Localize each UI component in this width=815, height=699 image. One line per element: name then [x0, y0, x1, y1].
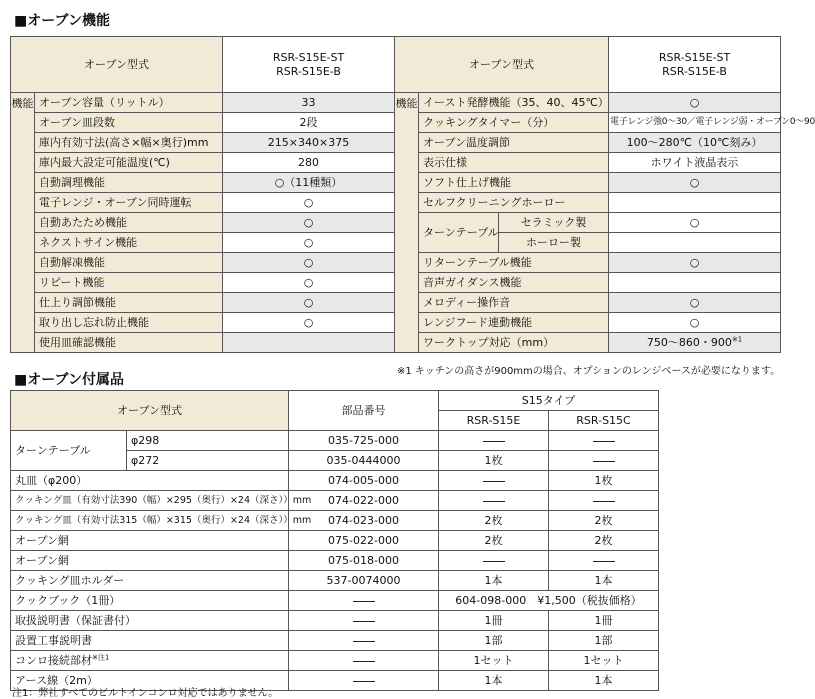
left-row-label: 使用皿確認機能 — [35, 333, 223, 353]
group-label-left: 機能 — [11, 93, 35, 353]
t2-col-b-value — [549, 451, 659, 471]
t1-model-right: RSR-S15E-ST RSR-S15E-B — [609, 37, 781, 93]
t2-item-label: 丸皿（φ200） — [11, 471, 289, 491]
left-row-value: ○ — [223, 253, 395, 273]
turntable-ceramic-value: ○ — [609, 213, 781, 233]
t2-col-b-value: 1本 — [549, 571, 659, 591]
right-row-value — [609, 193, 781, 213]
t2-cookbook-label: クックブック（1冊） — [11, 591, 289, 611]
t2-part-no: 074-023-000 — [289, 511, 439, 531]
right-row-label: イースト発酵機能（35、40、45℃） — [419, 93, 609, 113]
left-row-label: オーブン容量（リットル） — [35, 93, 223, 113]
t2-col-a-value: 2枚 — [439, 531, 549, 551]
right-row-label: セルフクリーニングホーロー — [419, 193, 609, 213]
left-row-label: 電子レンジ・オーブン同時運転 — [35, 193, 223, 213]
t2-part-no: 537-0074000 — [289, 571, 439, 591]
right-row-value: ○ — [609, 253, 781, 273]
t2-col-b-value: 1部 — [549, 631, 659, 651]
right-row-label: レンジフード連動機能 — [419, 313, 609, 333]
t2-col-a-value: 1冊 — [439, 611, 549, 631]
dash-mark — [353, 641, 375, 642]
dash-mark — [483, 481, 505, 482]
t2-item-label: 設置工事説明書 — [11, 631, 289, 651]
t1-model: RSR-S15E-ST RSR-S15E-B — [223, 37, 395, 93]
dash-mark — [353, 601, 375, 602]
footnote-ref: ※1 — [731, 335, 743, 344]
t2-row — [11, 611, 659, 631]
right-row-label: クッキングタイマー（分） — [419, 113, 609, 133]
t2-col-a-value: 1本 — [439, 571, 549, 591]
t2-row — [11, 551, 659, 571]
left-row-value: 2段 — [223, 113, 395, 133]
footnote-2: 注1：弊社すべてのビルトインコンロ対応ではありません。 — [12, 688, 279, 699]
left-row-label: 仕上り調節機能 — [35, 293, 223, 313]
t2-col-b-value: 1セット — [549, 651, 659, 671]
t2-part-no — [289, 611, 439, 631]
left-row-value — [223, 333, 395, 353]
t2-row — [11, 471, 659, 491]
t2-col-a-value: 1セット — [439, 651, 549, 671]
t2-part-no: 035-725-000 — [289, 431, 439, 451]
left-row-label: 自動調理機能 — [35, 173, 223, 193]
t2-cookbook-part — [289, 591, 439, 611]
t2-col-b-value — [549, 491, 659, 511]
left-row-value: 33 — [223, 93, 395, 113]
t2-col-a-value: 1枚 — [439, 451, 549, 471]
t2-col-b-value: 1枚 — [549, 471, 659, 491]
t1-header-label-right: オーブン型式 — [395, 37, 609, 93]
right-row-label: ワークトップ対応（mm） — [419, 333, 609, 353]
left-row-label: ネクストサイン機能 — [35, 233, 223, 253]
t2-turntable-size: φ272 — [127, 451, 289, 471]
footnote-1: ※1 キッチンの高さが900mmの場合、オプションのレンジベースが必要になります。 — [397, 366, 781, 377]
dash-mark — [593, 461, 615, 462]
t2-col-a-value: 1部 — [439, 631, 549, 651]
t1-header-label: オーブン型式 — [11, 37, 223, 93]
dash-mark — [593, 561, 615, 562]
right-row-value: ○ — [609, 173, 781, 193]
right-row-value: 100〜280℃（10℃刻み） — [609, 133, 781, 153]
left-row-value: ○（11種類） — [223, 173, 395, 193]
t2-part-no: 035-0444000 — [289, 451, 439, 471]
left-row-label: 庫内最大設定可能温度(℃) — [35, 153, 223, 173]
t2-col-a-value: 2枚 — [439, 511, 549, 531]
dash-mark — [593, 441, 615, 442]
t2-item-label: オーブン網 — [11, 531, 289, 551]
left-row-label: 取り出し忘れ防止機能 — [35, 313, 223, 333]
section1-title: ■オーブン機能 — [14, 13, 110, 29]
dash-mark — [593, 501, 615, 502]
right-row-value — [609, 273, 781, 293]
left-row-value: 280 — [223, 153, 395, 173]
t2-row — [11, 511, 659, 531]
t2-part-no — [289, 651, 439, 671]
left-row-label: 自動あたため機能 — [35, 213, 223, 233]
dash-mark — [483, 561, 505, 562]
t2-part-no — [289, 631, 439, 651]
t2-row — [11, 651, 659, 671]
group-label-right: 機能 — [395, 93, 419, 353]
left-row-value: 215×340×375 — [223, 133, 395, 153]
t2-part-no-label: 部品番号 — [289, 391, 439, 431]
t2-header-label: オーブン型式 — [11, 391, 289, 431]
t1-row — [11, 93, 781, 113]
t2-turntable-size: φ298 — [127, 431, 289, 451]
t2-col-a-value: 1本 — [439, 671, 549, 691]
t2-header-row — [11, 391, 659, 411]
turntable-enamel-value — [609, 233, 781, 253]
left-row-label: 自動解凍機能 — [35, 253, 223, 273]
t2-item-label: 取扱説明書（保証書付） — [11, 611, 289, 631]
t2-row — [11, 431, 659, 451]
turntable-ceramic: セラミック製 — [499, 213, 609, 233]
t1-header-row — [11, 37, 781, 93]
worktop-value: 750〜860・900 — [646, 336, 732, 349]
left-row-label: オーブン皿段数 — [35, 113, 223, 133]
t2-col-b-value: 2枚 — [549, 511, 659, 531]
t2-col-a-value — [439, 471, 549, 491]
left-row-value: ○ — [223, 273, 395, 293]
t2-item-label: クッキング皿（有効寸法315（幅）×315（奥行）×24（深さ））mm — [11, 511, 289, 531]
right-row-label: ソフト仕上げ機能 — [419, 173, 609, 193]
right-row-label: 表示仕様 — [419, 153, 609, 173]
t2-col-b-value: 1冊 — [549, 611, 659, 631]
turntable-enamel: ホーロー製 — [499, 233, 609, 253]
t2-item-label: オーブン網 — [11, 551, 289, 571]
dash-mark — [353, 681, 375, 682]
t2-row — [11, 571, 659, 591]
left-row-value: ○ — [223, 213, 395, 233]
t2-part-no — [289, 671, 439, 691]
t2-item-label-text: コンロ接続部材 — [15, 654, 92, 667]
t2-item-label — [11, 651, 289, 671]
t2-part-no: 075-018-000 — [289, 551, 439, 571]
right-row-label: 音声ガイダンス機能 — [419, 273, 609, 293]
dash-mark — [483, 501, 505, 502]
t2-col-b-value: 2枚 — [549, 531, 659, 551]
footnote-ref: ※注1 — [92, 653, 110, 662]
accessory-table — [10, 390, 659, 691]
section2-title: ■オーブン付属品 — [14, 372, 124, 388]
right-row-value: ○ — [609, 313, 781, 333]
t2-item-label: アース線（2m） — [11, 671, 289, 691]
right-row-label: オーブン温度調節 — [419, 133, 609, 153]
t2-part-no: 075-022-000 — [289, 531, 439, 551]
right-row-value — [609, 333, 781, 353]
t2-cookbook-merged: 604-098-000 ¥1,500（税抜価格） — [439, 591, 659, 611]
right-row-value: ○ — [609, 293, 781, 313]
oven-function-table — [10, 36, 815, 353]
turntable-label: ターンテーブル — [419, 213, 499, 253]
t2-row-cookbook — [11, 591, 659, 611]
t2-col-b-value — [549, 551, 659, 571]
t2-item-label: クッキング皿ホルダー — [11, 571, 289, 591]
right-row-value: ○ — [609, 93, 781, 113]
t2-col-a-value — [439, 491, 549, 511]
t2-part-no: 074-022-000 — [289, 491, 439, 511]
left-row-value: ○ — [223, 293, 395, 313]
t2-col-a: RSR-S15E — [439, 411, 549, 431]
left-row-label: リピート機能 — [35, 273, 223, 293]
t2-col-a-value — [439, 431, 549, 451]
t2-part-no: 074-005-000 — [289, 471, 439, 491]
t2-type-label: S15タイプ — [439, 391, 659, 411]
left-row-label: 庫内有効寸法(高さ×幅×奥行)mm — [35, 133, 223, 153]
t2-row — [11, 491, 659, 511]
dash-mark — [353, 661, 375, 662]
right-row-label: メロディー操作音 — [419, 293, 609, 313]
t2-col-b-value — [549, 431, 659, 451]
dash-mark — [353, 621, 375, 622]
t2-col-a-value — [439, 551, 549, 571]
left-row-value: ○ — [223, 193, 395, 213]
t2-col-b: RSR-S15C — [549, 411, 659, 431]
left-row-value: ○ — [223, 233, 395, 253]
t2-item-label: クッキング皿（有効寸法390（幅）×295（奥行）×24（深さ））mm — [11, 491, 289, 511]
t2-row — [11, 631, 659, 651]
t2-col-b-value: 1本 — [549, 671, 659, 691]
right-row-value: 電子レンジ強0〜30／電子レンジ弱・オーブン0〜90 — [609, 113, 781, 133]
left-row-value: ○ — [223, 313, 395, 333]
right-row-value: ホワイト液晶表示 — [609, 153, 781, 173]
dash-mark — [483, 441, 505, 442]
t2-turntable-label: ターンテーブル — [11, 431, 127, 471]
t2-row — [11, 531, 659, 551]
right-row-label: リターンテーブル機能 — [419, 253, 609, 273]
